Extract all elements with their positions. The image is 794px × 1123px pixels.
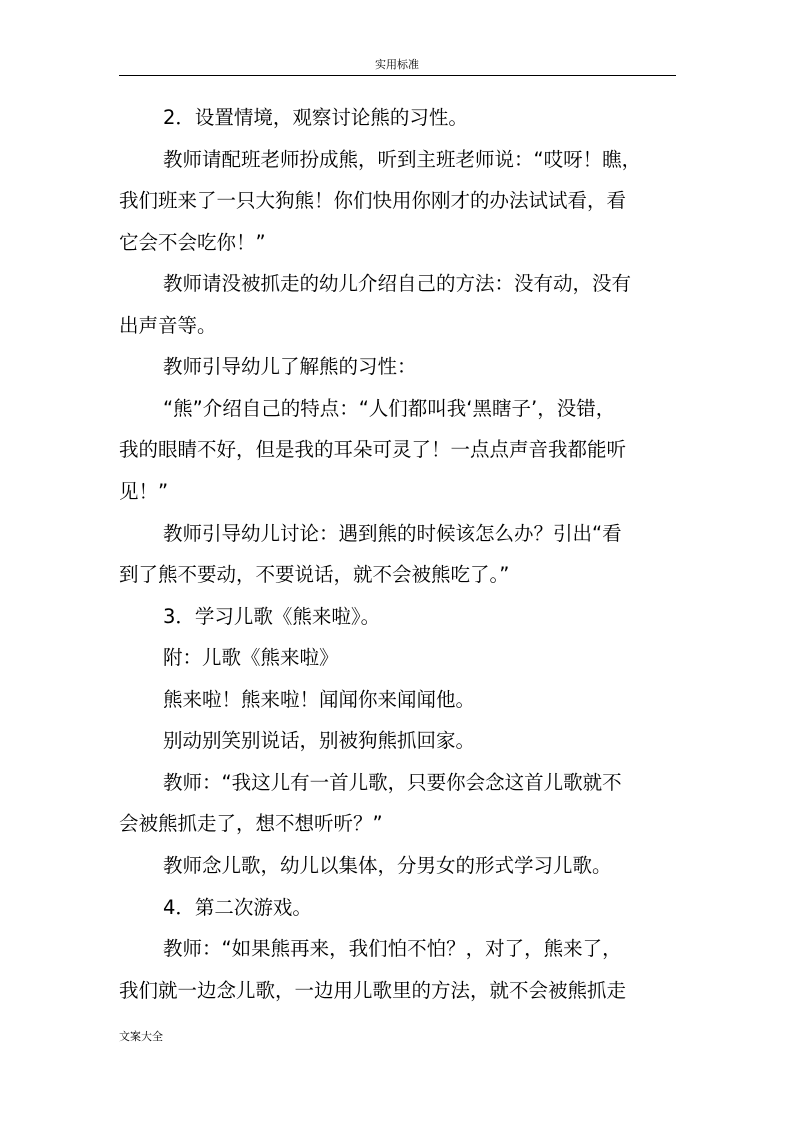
body-line: 见！” (119, 480, 169, 503)
body-line: 我们就一边念儿歌，一边用儿歌里的方法，就不会被熊抓走 (119, 979, 627, 1002)
body-line: 教师：“如果熊再来，我们怕不怕？，对了，熊来了， (163, 937, 622, 960)
body-line: 到了熊不要动，不要说话，就不会被熊吃了。” (119, 563, 510, 586)
header-divider (119, 75, 676, 76)
body-line: 会被熊抓走了，想不想听听？” (119, 812, 383, 835)
body-line: 熊来啦！熊来啦！闻闻你来闻闻他。 (163, 688, 476, 711)
body-line: 教师请没被抓走的幼儿介绍自己的方法：没有动，没有 (163, 272, 632, 295)
body-line: 2．设置情境，观察讨论熊的习性。 (163, 106, 468, 129)
body-line: 我的眼睛不好，但是我的耳朵可灵了！一点点声音我都能听 (119, 438, 627, 461)
body-line: 它会不会吃你！” (119, 231, 266, 254)
body-line: 教师引导幼儿讨论：遇到熊的时候该怎么办？引出“看 (163, 522, 622, 545)
body-line: 出声音等。 (119, 314, 217, 337)
body-line: 别动别笑别说话，别被狗熊抓回家。 (163, 729, 476, 752)
page-footer: 文案大全 (119, 1030, 163, 1043)
page-header-title: 实用标准 (375, 58, 419, 71)
body-line: 教师：“我这儿有一首儿歌，只要你会念这首儿歌就不 (163, 771, 622, 794)
body-line: “熊”介绍自己的特点：“人们都叫我‘黑瞎子’，没错， (163, 397, 616, 420)
body-line: 教师引导幼儿了解熊的习性： (163, 355, 417, 378)
body-line: 4．第二次游戏。 (163, 896, 312, 919)
body-line: 教师念儿歌，幼儿以集体，分男女的形式学习儿歌。 (163, 854, 612, 877)
body-line: 3．学习儿歌《熊来啦》。 (163, 605, 381, 628)
body-line: 我们班来了一只大狗熊！你们快用你刚才的办法试试看，看 (119, 189, 627, 212)
body-line: 教师请配班老师扮成熊，听到主班老师说：“哎呀！瞧， (163, 148, 642, 171)
body-line: 附：儿歌《熊来啦》 (163, 646, 339, 669)
